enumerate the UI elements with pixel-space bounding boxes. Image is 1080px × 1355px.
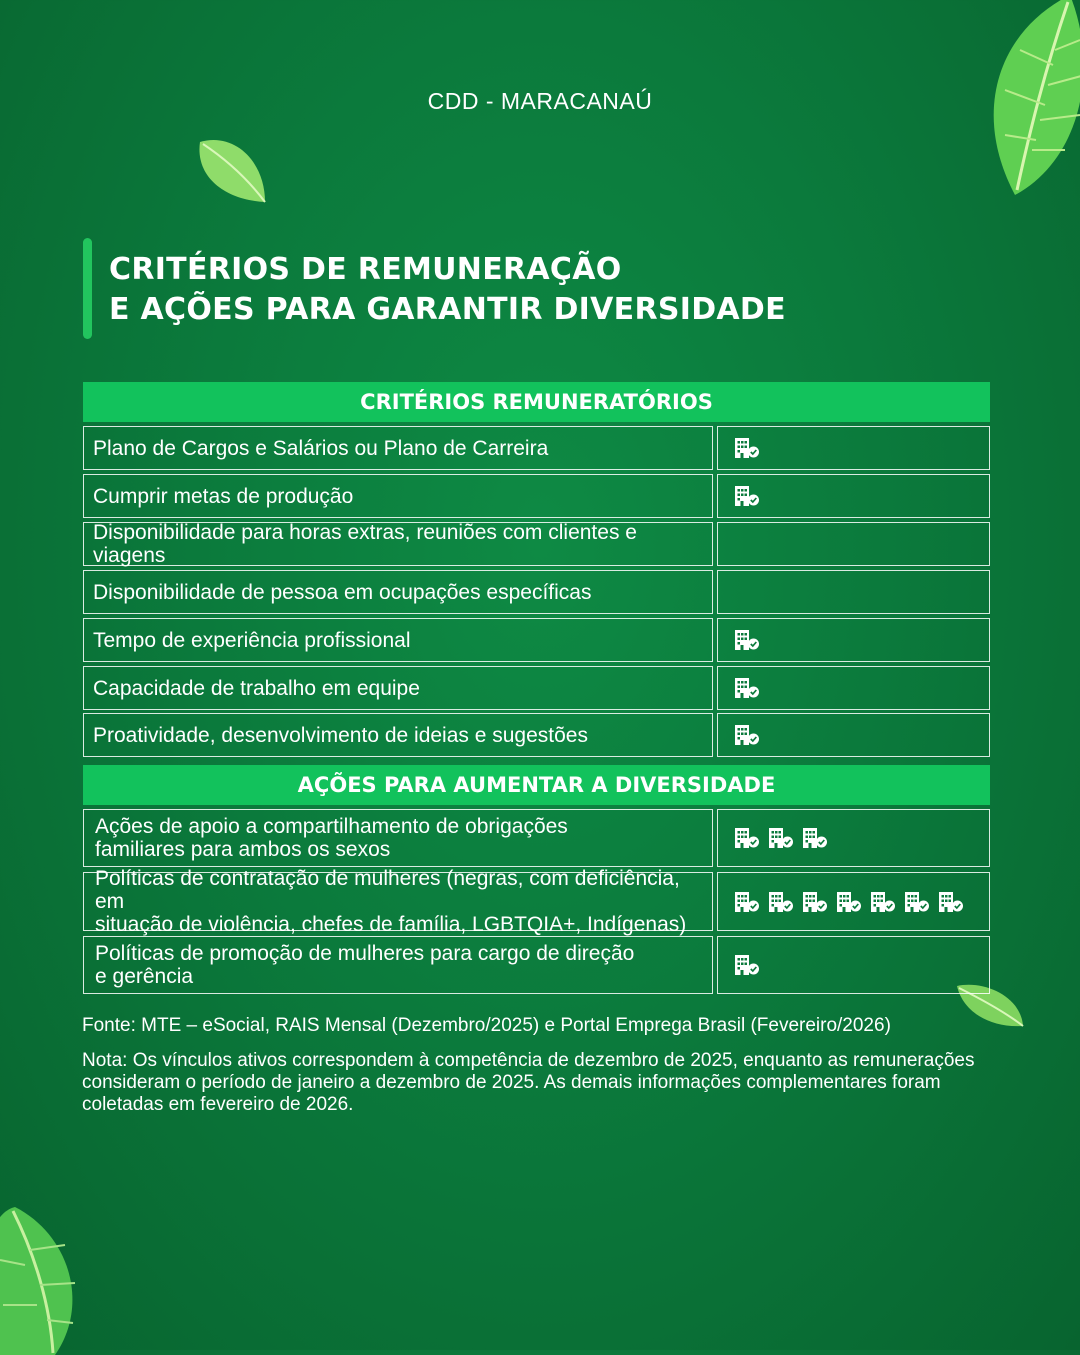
row-label: Cumprir metas de produção <box>83 474 713 518</box>
title-line-1: CRITÉRIOS DE REMUNERAÇÃO <box>109 252 622 287</box>
table-row <box>83 809 990 867</box>
row-label: Políticas de contratação de mulheres (negras, com deficiência, em situação de violência, chefes de família, LGBTQIA+, Indígenas) <box>83 872 713 931</box>
row-indicator-cell <box>717 618 990 662</box>
row-indicator-cell <box>717 426 990 470</box>
building-check-icon <box>734 954 760 976</box>
row-label: Políticas de promoção de mulheres para cargo de direção e gerência <box>83 936 713 994</box>
building-check-icon <box>802 827 828 849</box>
section-header-criterios: CRITÉRIOS REMUNERATÓRIOS <box>83 382 990 422</box>
building-check-icon <box>734 485 760 507</box>
table-row <box>83 867 990 936</box>
page-title <box>109 250 786 330</box>
footer-source: Fonte: MTE – eSocial, RAIS Mensal (Dezembro/2025) e Portal Emprega Brasil (Fevereiro/2026) <box>82 1015 891 1036</box>
leaf-decoration-bottom-left <box>0 1205 85 1355</box>
building-check-icon <box>768 827 794 849</box>
row-label: Plano de Cargos e Salários ou Plano de Carreira <box>83 426 713 470</box>
section-header-acoes: AÇÕES PARA AUMENTAR A DIVERSIDADE <box>83 765 990 805</box>
row-indicator-cell <box>717 474 990 518</box>
building-check-icon <box>734 677 760 699</box>
table-row <box>83 474 990 518</box>
row-label: Ações de apoio a compartilhamento de obrigações familiares para ambos os sexos <box>83 809 713 867</box>
table-row <box>83 666 990 710</box>
building-check-icon <box>734 827 760 849</box>
row-label: Proatividade, desenvolvimento de ideias e sugestões <box>83 713 713 757</box>
row-indicator-cell <box>717 809 990 867</box>
title-line-2: E AÇÕES PARA GARANTIR DIVERSIDADE <box>109 292 786 327</box>
row-label: Disponibilidade para horas extras, reuniões com clientes e viagens <box>83 522 713 566</box>
title-accent-bar <box>83 238 92 339</box>
building-check-icon <box>904 891 930 913</box>
row-label: Tempo de experiência profissional <box>83 618 713 662</box>
table-row <box>83 522 990 566</box>
building-check-icon <box>734 629 760 651</box>
building-check-icon <box>938 891 964 913</box>
leaf-decoration-small-top <box>195 132 270 207</box>
row-indicator-cell <box>717 872 990 931</box>
building-check-icon <box>802 891 828 913</box>
building-check-icon <box>836 891 862 913</box>
table-row <box>83 713 990 757</box>
row-indicator-cell <box>717 522 990 566</box>
row-indicator-cell <box>717 936 990 994</box>
top-label: CDD - MARACANAÚ <box>427 88 653 114</box>
row-label: Capacidade de trabalho em equipe <box>83 666 713 710</box>
building-check-icon <box>768 891 794 913</box>
row-label: Disponibilidade de pessoa em ocupações específicas <box>83 570 713 614</box>
building-check-icon <box>734 891 760 913</box>
table-row <box>83 426 990 470</box>
row-indicator-cell <box>717 666 990 710</box>
building-check-icon <box>870 891 896 913</box>
footer-note: Nota: Os vínculos ativos correspondem à competência de dezembro de 2025, enquanto as remunerações consideram o período de janeiro a dezembro de 2025. As demais informações complementares foram coletadas em fevereiro de 2026. <box>82 1050 975 1115</box>
table-row <box>83 936 990 994</box>
row-indicator-cell <box>717 713 990 757</box>
table-row <box>83 570 990 614</box>
building-check-icon <box>734 437 760 459</box>
building-check-icon <box>734 724 760 746</box>
table-row <box>83 618 990 662</box>
row-indicator-cell <box>717 570 990 614</box>
